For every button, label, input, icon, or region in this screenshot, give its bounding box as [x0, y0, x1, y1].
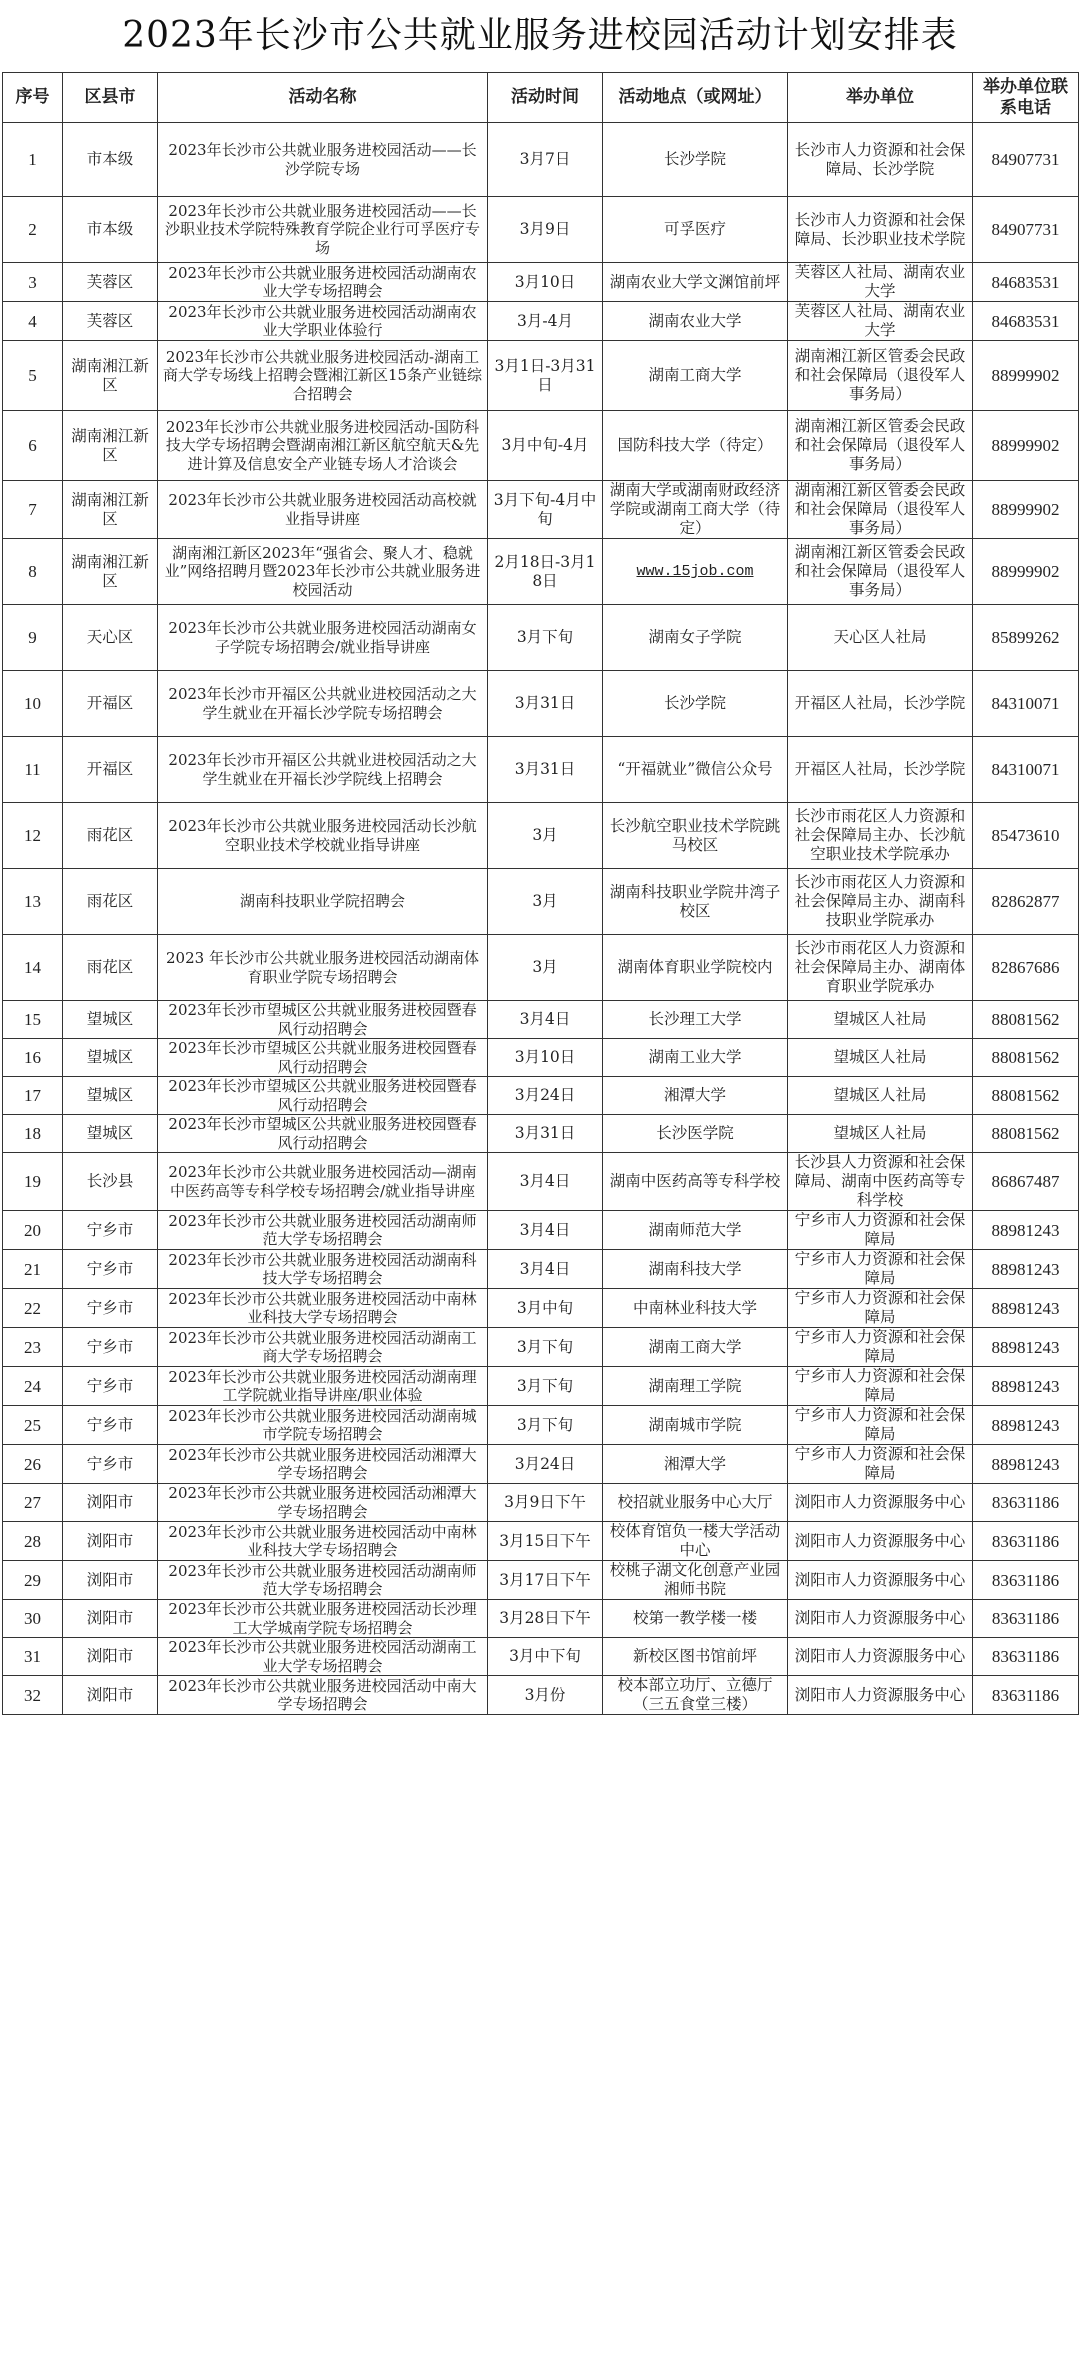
table-row	[3, 1406, 1079, 1445]
cell-contact-phone: 88081562	[973, 1077, 1079, 1115]
table-row	[3, 123, 1079, 197]
cell-activity-name: 2023年长沙市望城区公共就业服务进校园暨春风行动招聘会	[158, 1115, 488, 1153]
cell-activity-location: 长沙学院	[603, 671, 788, 737]
cell-organizer: 浏阳市人力资源服务中心	[788, 1484, 973, 1522]
cell-activity-time: 3月4日	[488, 1001, 603, 1039]
cell-contact-phone: 84310071	[973, 737, 1079, 803]
cell-activity-time: 3月下旬	[488, 1406, 603, 1445]
cell-contact-phone: 83631186	[973, 1638, 1079, 1676]
cell-contact-phone: 84310071	[973, 671, 1079, 737]
cell-contact-phone: 88081562	[973, 1001, 1079, 1039]
cell-district: 开福区	[63, 671, 158, 737]
cell-activity-name: 2023年长沙市公共就业服务进校园活动中南林业科技大学专场招聘会	[158, 1289, 488, 1328]
cell-activity-location: 湖南农业大学	[603, 302, 788, 341]
cell-organizer: 长沙市雨花区人力资源和社会保障局主办、长沙航空职业技术学院承办	[788, 803, 973, 869]
cell-index: 2	[3, 197, 63, 263]
cell-index: 32	[3, 1676, 63, 1715]
cell-index: 31	[3, 1638, 63, 1676]
table-row	[3, 1522, 1079, 1561]
cell-contact-phone: 84907731	[973, 123, 1079, 197]
page-title: 2023年长沙市公共就业服务进校园活动计划安排表	[122, 15, 958, 56]
cell-contact-phone: 84683531	[973, 302, 1079, 341]
table-row	[3, 411, 1079, 481]
header-activity-name: 活动名称	[158, 73, 488, 123]
cell-district: 浏阳市	[63, 1522, 158, 1561]
cell-activity-name: 2023年长沙市公共就业服务进校园活动湖南科技大学专场招聘会	[158, 1250, 488, 1289]
cell-activity-time: 2月18日-3月18日	[488, 539, 603, 605]
cell-district: 宁乡市	[63, 1445, 158, 1484]
cell-activity-location: 校招就业服务中心大厅	[603, 1484, 788, 1522]
cell-activity-name: 2023年长沙市公共就业服务进校园活动——长沙学院专场	[158, 123, 488, 197]
cell-index: 27	[3, 1484, 63, 1522]
cell-index: 7	[3, 481, 63, 539]
table-row	[3, 1445, 1079, 1484]
cell-district: 长沙县	[63, 1153, 158, 1211]
cell-activity-name: 湖南科技职业学院招聘会	[158, 869, 488, 935]
cell-activity-name: 2023年长沙市开福区公共就业进校园活动之大学生就业在开福长沙学院线上招聘会	[158, 737, 488, 803]
cell-activity-name: 2023年长沙市公共就业服务进校园活动—湖南中医药高等专科学校专场招聘会/就业指导讲座	[158, 1153, 488, 1211]
header-activity-time: 活动时间	[488, 73, 603, 123]
cell-activity-location: 湖南师范大学	[603, 1211, 788, 1250]
cell-index: 21	[3, 1250, 63, 1289]
cell-activity-time: 3月9日下午	[488, 1484, 603, 1522]
cell-index: 9	[3, 605, 63, 671]
cell-organizer: 宁乡市人力资源和社会保障局	[788, 1328, 973, 1367]
cell-activity-location: 湘潭大学	[603, 1445, 788, 1484]
cell-activity-location: 湖南大学或湖南财政经济学院或湖南工商大学（待定）	[603, 481, 788, 539]
cell-activity-time: 3月31日	[488, 1115, 603, 1153]
cell-activity-name: 湖南湘江新区2023年“强省会、聚人才、稳就业”网络招聘月暨2023年长沙市公共就业服务进校园活动	[158, 539, 488, 605]
table-row	[3, 803, 1079, 869]
cell-activity-time: 3月下旬	[488, 1367, 603, 1406]
cell-district: 宁乡市	[63, 1367, 158, 1406]
cell-district: 浏阳市	[63, 1600, 158, 1638]
table-row	[3, 1676, 1079, 1715]
cell-activity-location: 湖南工业大学	[603, 1039, 788, 1077]
cell-contact-phone: 88981243	[973, 1211, 1079, 1250]
table-row	[3, 1211, 1079, 1250]
table-row	[3, 1561, 1079, 1600]
cell-activity-name: 2023年长沙市公共就业服务进校园活动湖南师范大学专场招聘会	[158, 1561, 488, 1600]
cell-contact-phone: 88981243	[973, 1406, 1079, 1445]
cell-activity-time: 3月9日	[488, 197, 603, 263]
table-row	[3, 1484, 1079, 1522]
cell-index: 25	[3, 1406, 63, 1445]
cell-contact-phone: 88999902	[973, 341, 1079, 411]
cell-organizer: 浏阳市人力资源服务中心	[788, 1561, 973, 1600]
cell-index: 5	[3, 341, 63, 411]
cell-contact-phone: 83631186	[973, 1484, 1079, 1522]
cell-activity-time: 3月17日下午	[488, 1561, 603, 1600]
cell-activity-time: 3月下旬	[488, 1328, 603, 1367]
table-body	[3, 123, 1079, 1715]
cell-index: 4	[3, 302, 63, 341]
cell-contact-phone: 88981243	[973, 1445, 1079, 1484]
activity-schedule-table	[2, 72, 1079, 1715]
cell-activity-time: 3月4日	[488, 1153, 603, 1211]
cell-organizer: 芙蓉区人社局、湖南农业大学	[788, 263, 973, 302]
cell-activity-location: 湖南女子学院	[603, 605, 788, 671]
cell-activity-name: 2023年长沙市公共就业服务进校园活动长沙航空职业技术学校就业指导讲座	[158, 803, 488, 869]
cell-index: 18	[3, 1115, 63, 1153]
cell-contact-phone: 84907731	[973, 197, 1079, 263]
cell-organizer: 浏阳市人力资源服务中心	[788, 1638, 973, 1676]
cell-index: 19	[3, 1153, 63, 1211]
cell-index: 20	[3, 1211, 63, 1250]
cell-contact-phone: 83631186	[973, 1600, 1079, 1638]
cell-organizer: 开福区人社局，长沙学院	[788, 737, 973, 803]
cell-district: 望城区	[63, 1077, 158, 1115]
cell-index: 24	[3, 1367, 63, 1406]
cell-activity-name: 2023年长沙市公共就业服务进校园活动长沙理工大学城南学院专场招聘会	[158, 1600, 488, 1638]
cell-organizer: 宁乡市人力资源和社会保障局	[788, 1367, 973, 1406]
cell-activity-name: 2023年长沙市公共就业服务进校园活动湖南理工学院就业指导讲座/职业体验	[158, 1367, 488, 1406]
table-row	[3, 1638, 1079, 1676]
header-contact-phone: 举办单位联系电话	[973, 73, 1079, 123]
cell-activity-time: 3月31日	[488, 671, 603, 737]
cell-activity-name: 2023年长沙市公共就业服务进校园活动中南林业科技大学专场招聘会	[158, 1522, 488, 1561]
cell-district: 浏阳市	[63, 1561, 158, 1600]
cell-district: 望城区	[63, 1039, 158, 1077]
cell-activity-name: 2023年长沙市公共就业服务进校园活动湖南女子学院专场招聘会/就业指导讲座	[158, 605, 488, 671]
cell-activity-name: 2023年长沙市公共就业服务进校园活动湖南城市学院专场招聘会	[158, 1406, 488, 1445]
cell-activity-location: 校本部立功厅、立德厅（三五食堂三楼）	[603, 1676, 788, 1715]
cell-contact-phone: 83631186	[973, 1676, 1079, 1715]
cell-activity-name: 2023年长沙市公共就业服务进校园活动湖南农业大学专场招聘会	[158, 263, 488, 302]
cell-activity-name: 2023年长沙市公共就业服务进校园活动湘潭大学专场招聘会	[158, 1445, 488, 1484]
cell-contact-phone: 82867686	[973, 935, 1079, 1001]
cell-index: 15	[3, 1001, 63, 1039]
cell-organizer: 开福区人社局，长沙学院	[788, 671, 973, 737]
cell-organizer: 长沙市人力资源和社会保障局、长沙学院	[788, 123, 973, 197]
cell-activity-name: 2023年长沙市公共就业服务进校园活动湖南农业大学职业体验行	[158, 302, 488, 341]
cell-contact-phone: 84683531	[973, 263, 1079, 302]
cell-index: 10	[3, 671, 63, 737]
table-row	[3, 263, 1079, 302]
cell-index: 16	[3, 1039, 63, 1077]
cell-contact-phone: 85473610	[973, 803, 1079, 869]
cell-activity-name: 2023年长沙市公共就业服务进校园活动湖南工商大学专场招聘会	[158, 1328, 488, 1367]
cell-activity-time: 3月24日	[488, 1445, 603, 1484]
cell-contact-phone: 86867487	[973, 1153, 1079, 1211]
cell-index: 22	[3, 1289, 63, 1328]
cell-contact-phone: 85899262	[973, 605, 1079, 671]
cell-organizer: 长沙市人力资源和社会保障局、长沙职业技术学院	[788, 197, 973, 263]
cell-activity-time: 3月	[488, 869, 603, 935]
cell-district: 湖南湘江新区	[63, 539, 158, 605]
cell-activity-time: 3月中旬	[488, 1289, 603, 1328]
table-row	[3, 1001, 1079, 1039]
cell-activity-location: 国防科技大学（待定）	[603, 411, 788, 481]
header-activity-location: 活动地点（或网址）	[603, 73, 788, 123]
cell-district: 湖南湘江新区	[63, 411, 158, 481]
cell-activity-time: 3月4日	[488, 1250, 603, 1289]
cell-activity-name: 2023年长沙市望城区公共就业服务进校园暨春风行动招聘会	[158, 1039, 488, 1077]
cell-district: 宁乡市	[63, 1289, 158, 1328]
cell-activity-website-link[interactable]: www.15job.com	[603, 539, 788, 605]
cell-activity-time: 3月7日	[488, 123, 603, 197]
cell-activity-location: 长沙航空职业技术学院跳马校区	[603, 803, 788, 869]
cell-organizer: 望城区人社局	[788, 1039, 973, 1077]
cell-district: 望城区	[63, 1001, 158, 1039]
cell-activity-location: 湖南体育职业学院校内	[603, 935, 788, 1001]
cell-contact-phone: 88981243	[973, 1328, 1079, 1367]
cell-activity-location: 新校区图书馆前坪	[603, 1638, 788, 1676]
table-row	[3, 539, 1079, 605]
cell-activity-location: 长沙医学院	[603, 1115, 788, 1153]
cell-activity-location: 可孚医疗	[603, 197, 788, 263]
cell-district: 宁乡市	[63, 1211, 158, 1250]
table-row	[3, 1115, 1079, 1153]
table-row	[3, 1328, 1079, 1367]
cell-activity-name: 2023年长沙市公共就业服务进校园活动高校就业指导讲座	[158, 481, 488, 539]
table-row	[3, 935, 1079, 1001]
cell-index: 28	[3, 1522, 63, 1561]
cell-organizer: 长沙市雨花区人力资源和社会保障局主办、湖南科技职业学院承办	[788, 869, 973, 935]
cell-activity-name: 2023年长沙市公共就业服务进校园活动湖南工业大学专场招聘会	[158, 1638, 488, 1676]
cell-activity-name: 2023年长沙市公共就业服务进校园活动-国防科技大学专场招聘会暨湖南湘江新区航空航天&先进计算及信息安全产业链专场人才洽谈会	[158, 411, 488, 481]
cell-contact-phone: 83631186	[973, 1561, 1079, 1600]
cell-activity-name: 2023年长沙市望城区公共就业服务进校园暨春风行动招聘会	[158, 1077, 488, 1115]
table-row	[3, 341, 1079, 411]
cell-organizer: 浏阳市人力资源服务中心	[788, 1676, 973, 1715]
cell-district: 芙蓉区	[63, 263, 158, 302]
cell-index: 3	[3, 263, 63, 302]
cell-contact-phone: 88981243	[973, 1289, 1079, 1328]
table-row	[3, 1600, 1079, 1638]
cell-contact-phone: 88999902	[973, 539, 1079, 605]
cell-activity-location: 湖南中医药高等专科学校	[603, 1153, 788, 1211]
cell-district: 市本级	[63, 197, 158, 263]
header-index: 序号	[3, 73, 63, 123]
cell-index: 17	[3, 1077, 63, 1115]
cell-district: 浏阳市	[63, 1484, 158, 1522]
cell-activity-time: 3月中旬-4月	[488, 411, 603, 481]
cell-contact-phone: 83631186	[973, 1522, 1079, 1561]
cell-activity-name: 2023年长沙市公共就业服务进校园活动湘潭大学专场招聘会	[158, 1484, 488, 1522]
header-organizer: 举办单位	[788, 73, 973, 123]
cell-activity-location: 湖南工商大学	[603, 341, 788, 411]
cell-activity-time: 3月份	[488, 1676, 603, 1715]
cell-district: 宁乡市	[63, 1328, 158, 1367]
cell-activity-time: 3月-4月	[488, 302, 603, 341]
table-row	[3, 197, 1079, 263]
cell-contact-phone: 88081562	[973, 1115, 1079, 1153]
table-row	[3, 1153, 1079, 1211]
cell-activity-time: 3月10日	[488, 263, 603, 302]
cell-activity-location: 长沙学院	[603, 123, 788, 197]
cell-district: 开福区	[63, 737, 158, 803]
cell-index: 13	[3, 869, 63, 935]
cell-index: 8	[3, 539, 63, 605]
cell-district: 浏阳市	[63, 1638, 158, 1676]
cell-activity-location: 校桃子湖文化创意产业园湘师书院	[603, 1561, 788, 1600]
table-row	[3, 302, 1079, 341]
cell-district: 雨花区	[63, 869, 158, 935]
table-row	[3, 671, 1079, 737]
cell-activity-time: 3月下旬	[488, 605, 603, 671]
cell-activity-time: 3月	[488, 935, 603, 1001]
cell-district: 芙蓉区	[63, 302, 158, 341]
cell-activity-name: 2023年长沙市开福区公共就业进校园活动之大学生就业在开福长沙学院专场招聘会	[158, 671, 488, 737]
cell-activity-location: 湖南城市学院	[603, 1406, 788, 1445]
table-row	[3, 737, 1079, 803]
cell-activity-name: 2023 年长沙市公共就业服务进校园活动湖南体育职业学院专场招聘会	[158, 935, 488, 1001]
cell-organizer: 湖南湘江新区管委会民政和社会保障局（退役军人事务局）	[788, 539, 973, 605]
cell-organizer: 湖南湘江新区管委会民政和社会保障局（退役军人事务局）	[788, 411, 973, 481]
cell-district: 浏阳市	[63, 1676, 158, 1715]
cell-activity-location: 湖南工商大学	[603, 1328, 788, 1367]
cell-contact-phone: 88981243	[973, 1367, 1079, 1406]
cell-district: 湖南湘江新区	[63, 341, 158, 411]
cell-contact-phone: 88981243	[973, 1250, 1079, 1289]
cell-index: 26	[3, 1445, 63, 1484]
cell-activity-time: 3月中下旬	[488, 1638, 603, 1676]
cell-organizer: 天心区人社局	[788, 605, 973, 671]
cell-activity-name: 2023年长沙市公共就业服务进校园活动湖南师范大学专场招聘会	[158, 1211, 488, 1250]
cell-activity-time: 3月10日	[488, 1039, 603, 1077]
cell-activity-location: 校体育馆负一楼大学活动中心	[603, 1522, 788, 1561]
cell-contact-phone: 82862877	[973, 869, 1079, 935]
cell-organizer: 宁乡市人力资源和社会保障局	[788, 1445, 973, 1484]
cell-organizer: 望城区人社局	[788, 1115, 973, 1153]
cell-activity-location: 长沙理工大学	[603, 1001, 788, 1039]
table-row	[3, 605, 1079, 671]
table-row	[3, 869, 1079, 935]
cell-activity-time: 3月下旬-4月中旬	[488, 481, 603, 539]
cell-activity-name: 2023年长沙市公共就业服务进校园活动——长沙职业技术学院特殊教育学院企业行可孚医疗专场	[158, 197, 488, 263]
cell-activity-location: 校第一教学楼一楼	[603, 1600, 788, 1638]
cell-index: 23	[3, 1328, 63, 1367]
cell-activity-name: 2023年长沙市公共就业服务进校园活动-湖南工商大学专场线上招聘会暨湘江新区15条产业链综合招聘会	[158, 341, 488, 411]
cell-district: 湖南湘江新区	[63, 481, 158, 539]
cell-organizer: 浏阳市人力资源服务中心	[788, 1522, 973, 1561]
cell-district: 望城区	[63, 1115, 158, 1153]
cell-organizer: 宁乡市人力资源和社会保障局	[788, 1406, 973, 1445]
cell-organizer: 长沙县人力资源和社会保障局、湖南中医药高等专科学校	[788, 1153, 973, 1211]
cell-activity-location: 湖南科技职业学院井湾子校区	[603, 869, 788, 935]
table-row	[3, 1367, 1079, 1406]
cell-activity-time: 3月31日	[488, 737, 603, 803]
cell-district: 宁乡市	[63, 1250, 158, 1289]
cell-organizer: 望城区人社局	[788, 1077, 973, 1115]
cell-activity-name: 2023年长沙市望城区公共就业服务进校园暨春风行动招聘会	[158, 1001, 488, 1039]
cell-index: 6	[3, 411, 63, 481]
cell-activity-location: 湖南农业大学文渊馆前坪	[603, 263, 788, 302]
cell-contact-phone: 88999902	[973, 411, 1079, 481]
cell-contact-phone: 88081562	[973, 1039, 1079, 1077]
cell-activity-name: 2023年长沙市公共就业服务进校园活动中南大学专场招聘会	[158, 1676, 488, 1715]
table-header-row	[3, 73, 1079, 123]
cell-index: 1	[3, 123, 63, 197]
cell-district: 市本级	[63, 123, 158, 197]
cell-organizer: 芙蓉区人社局、湖南农业大学	[788, 302, 973, 341]
cell-activity-time: 3月24日	[488, 1077, 603, 1115]
table-row	[3, 1250, 1079, 1289]
cell-organizer: 宁乡市人力资源和社会保障局	[788, 1250, 973, 1289]
cell-activity-time: 3月28日下午	[488, 1600, 603, 1638]
cell-organizer: 宁乡市人力资源和社会保障局	[788, 1289, 973, 1328]
cell-organizer: 浏阳市人力资源服务中心	[788, 1600, 973, 1638]
cell-activity-location: 湘潭大学	[603, 1077, 788, 1115]
table-row	[3, 1289, 1079, 1328]
cell-index: 11	[3, 737, 63, 803]
cell-organizer: 湖南湘江新区管委会民政和社会保障局（退役军人事务局）	[788, 481, 973, 539]
cell-activity-location: “开福就业”微信公众号	[603, 737, 788, 803]
cell-district: 天心区	[63, 605, 158, 671]
header-district: 区县市	[63, 73, 158, 123]
cell-district: 雨花区	[63, 803, 158, 869]
table-row	[3, 481, 1079, 539]
table-row	[3, 1039, 1079, 1077]
cell-activity-time: 3月15日下午	[488, 1522, 603, 1561]
table-row	[3, 1077, 1079, 1115]
cell-district: 雨花区	[63, 935, 158, 1001]
cell-district: 宁乡市	[63, 1406, 158, 1445]
cell-activity-time: 3月	[488, 803, 603, 869]
cell-activity-location: 湖南理工学院	[603, 1367, 788, 1406]
cell-organizer: 宁乡市人力资源和社会保障局	[788, 1211, 973, 1250]
cell-index: 12	[3, 803, 63, 869]
cell-index: 14	[3, 935, 63, 1001]
cell-organizer: 湖南湘江新区管委会民政和社会保障局（退役军人事务局）	[788, 341, 973, 411]
cell-activity-location: 湖南科技大学	[603, 1250, 788, 1289]
cell-index: 29	[3, 1561, 63, 1600]
cell-activity-location: 中南林业科技大学	[603, 1289, 788, 1328]
cell-contact-phone: 88999902	[973, 481, 1079, 539]
cell-index: 30	[3, 1600, 63, 1638]
cell-organizer: 长沙市雨花区人力资源和社会保障局主办、湖南体育职业学院承办	[788, 935, 973, 1001]
cell-activity-time: 3月4日	[488, 1211, 603, 1250]
cell-organizer: 望城区人社局	[788, 1001, 973, 1039]
cell-activity-time: 3月1日-3月31日	[488, 341, 603, 411]
